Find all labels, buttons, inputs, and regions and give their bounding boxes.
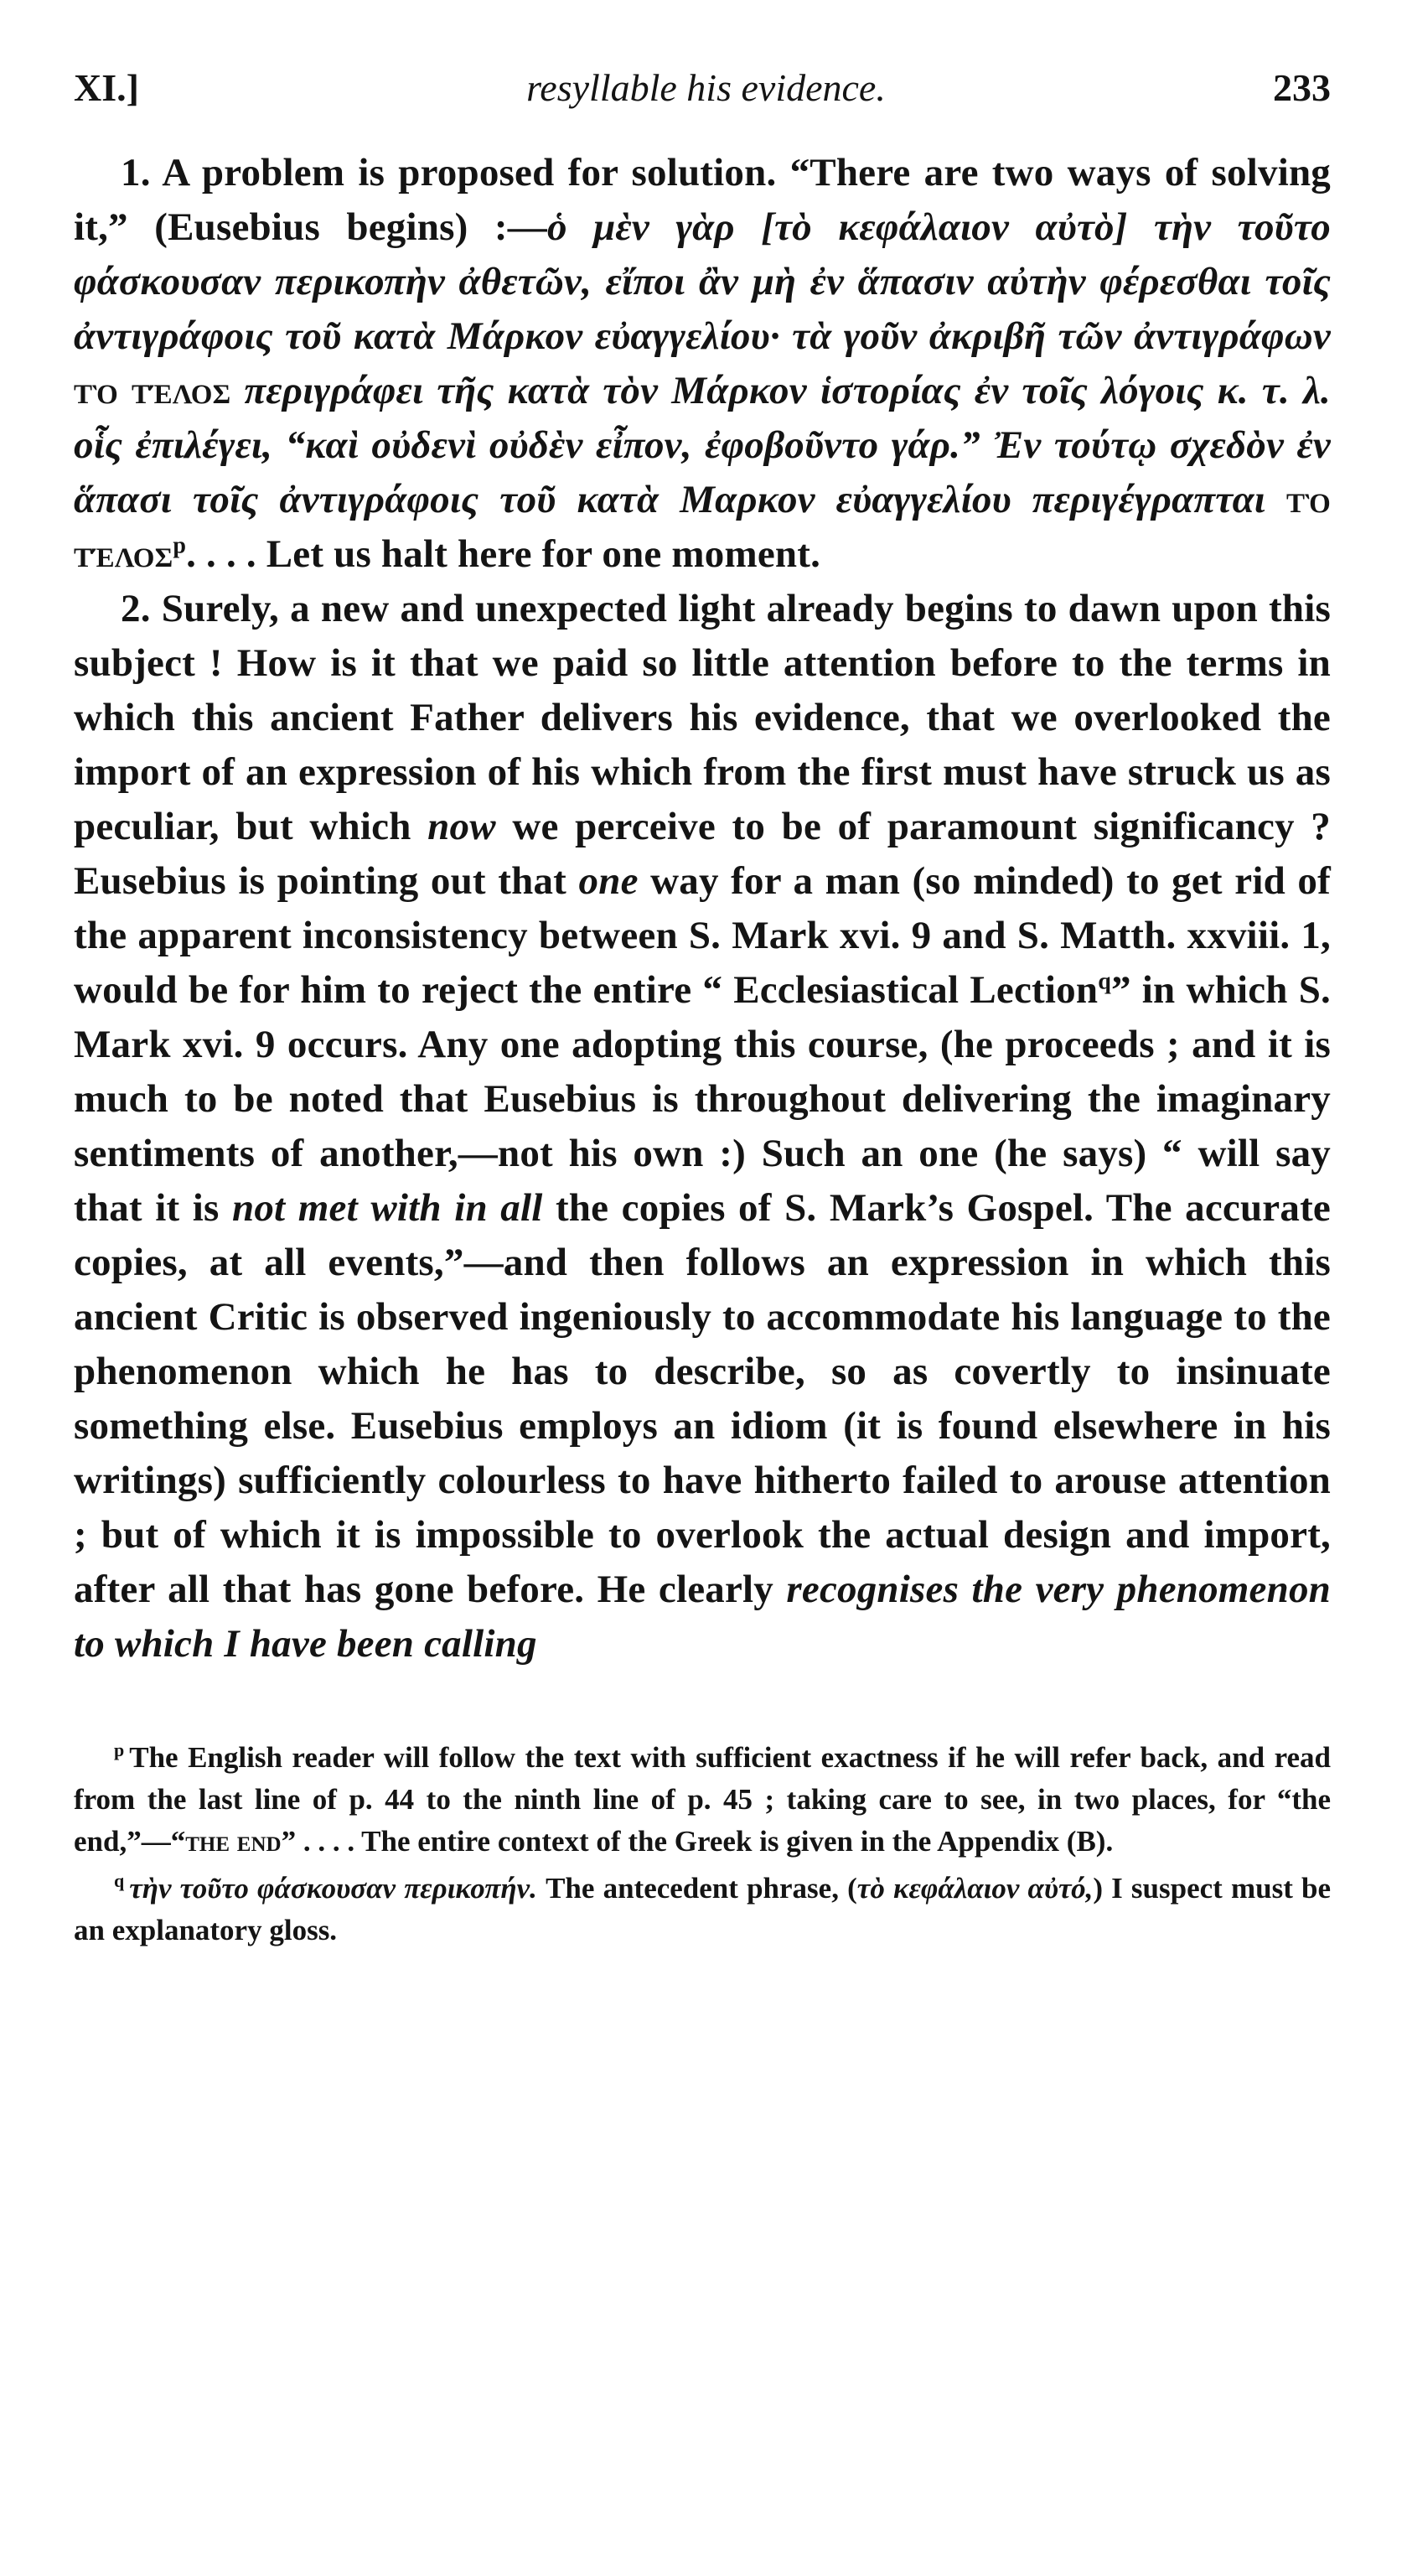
emphasis-now: now [427, 805, 496, 848]
paragraph-2-text-e: the copies of S. Mark’s Gospel. The accurate copies, at all events,”—and then follows an expression in which this ancient Critic is observed ingeniously to accommodate his language to the phenomenon which he has to describe, so as covertly to insinuate something else. Eusebius employs an idiom (it is found elsewhere in his writings) sufficiently colourless to have hitherto failed to arouse attention ; but of which it is impossible to overlook the actual design and import, after all that has gone before. He clearly [74, 1186, 1331, 1611]
book-page [74, 65, 1331, 1957]
footnote-q-greek-2: τὸ κεφάλαιον αὐτό, [856, 1872, 1094, 1905]
running-head [74, 65, 1331, 124]
footnote-p [74, 1737, 1331, 1863]
paragraph-2-text-a: 2. Surely, a new and unexpected light already begins to dawn upon this subject ! How is it that we paid so little attention before to the terms in which this ancient Father delivers his evidence, that we overlooked the import of an expression of his which from the first must have struck us as peculiar, but which [74, 587, 1331, 848]
chapter-number: XI.] [74, 66, 139, 109]
footnote-q-text-b: ) I suspect must be an explanatory gloss. [74, 1872, 1332, 1946]
footnote-q-mark: q [114, 1870, 125, 1892]
paragraph-2-text-d: ” in which S. Mark xvi. 9 occurs. Any one adopting this course, (he proceeds ; and it is much to be noted that Eusebius is throughout delivering the imaginary sentiments of another,—not his own :) Such an one (he says) “ will say that it is [74, 968, 1332, 1230]
footnotes [74, 1737, 1331, 1951]
footnote-q [74, 1868, 1331, 1951]
paragraph-2 [74, 582, 1331, 1672]
footnote-ref-q[interactable]: q [1098, 968, 1111, 995]
paragraph-1 [74, 146, 1331, 582]
footnote-ref-p[interactable]: p [173, 532, 187, 559]
footnote-p-mark: p [114, 1739, 125, 1761]
greek-quotation-1: ὁ μὲν γὰρ [τὸ κεφάλαιον αὐτὸ] τὴν τοῦτο φάσκουσαν περικοπὴν ἀθετῶν, εἴποι ἂν μὴ ἐν ἅπασιν αὐτὴν φέρεσθαι τοῖς ἀντιγράφοις τοῦ κατὰ Μάρκον εὐαγγελίου· τὰ γοῦν ἀκριβῆ τῶν ἀντιγράφων [74, 205, 1331, 358]
paragraph-1-text-a: 1. A problem is proposed for solution. “There are two ways of solving it,” (Eusebius begins) :— [74, 151, 1331, 249]
paragraph-1-text-b: . . . . Let us halt here for one moment. [186, 532, 821, 576]
footnote-q-greek: τὴν τοῦτο φάσκουσαν περικοπήν. [129, 1872, 537, 1905]
greek-quotation-2: περιγράφει τῆς κατὰ τὸν Μάρκον ἱστορίας ἐν τοῖς λόγοις κ. τ. λ. οἷς ἐπιλέγει, “καὶ οὐδενὶ οὐδὲν εἶπον, ἐφοβοῦντο γάρ.” Ἐν τούτῳ σχεδὸν ἐν ἅπασι τοῖς ἀντιγράφοις τοῦ κατὰ Μαρκον εὐαγγελίου περιγέγραπται [74, 369, 1331, 521]
footnote-p-text-b: ” . . . . The entire context of the Greek is given in the Appendix (B). [281, 1825, 1114, 1858]
footnote-q-text-a: The antecedent phrase, ( [546, 1872, 857, 1905]
emphasis-one: one [578, 859, 639, 903]
telos-word-1: τὸ τέλος [74, 369, 231, 412]
paragraph-2-text-c: way for a man (so minded) to get rid of the apparent inconsistency between S. Mark xvi. 9 and S. Matth. xxviii. 1, would be for him to reject the entire “ Ecclesiastical Lection [74, 859, 1331, 1012]
footnote-p-smallcaps: the end [185, 1825, 282, 1858]
paragraph-2-text-b: we perceive to be of paramount significancy ? Eusebius is pointing out that [74, 805, 1331, 903]
running-title: resyllable his evidence. [526, 66, 886, 109]
emphasis-not-met: not met with in all [232, 1186, 543, 1230]
telos-word-2: τὸ τέλος [74, 478, 1331, 576]
emphasis-recognises: recognises the very phenomenon to which I have been calling [74, 1568, 1331, 1666]
page-number: 233 [1273, 66, 1331, 109]
main-text [74, 146, 1331, 1672]
footnote-p-text-a: The English reader will follow the text with sufficient exactness if he will refer back, and read from the last line of p. 44 to the ninth line of p. 45 ; taking care to see, in two places, for “the end,”—“ [74, 1741, 1331, 1858]
